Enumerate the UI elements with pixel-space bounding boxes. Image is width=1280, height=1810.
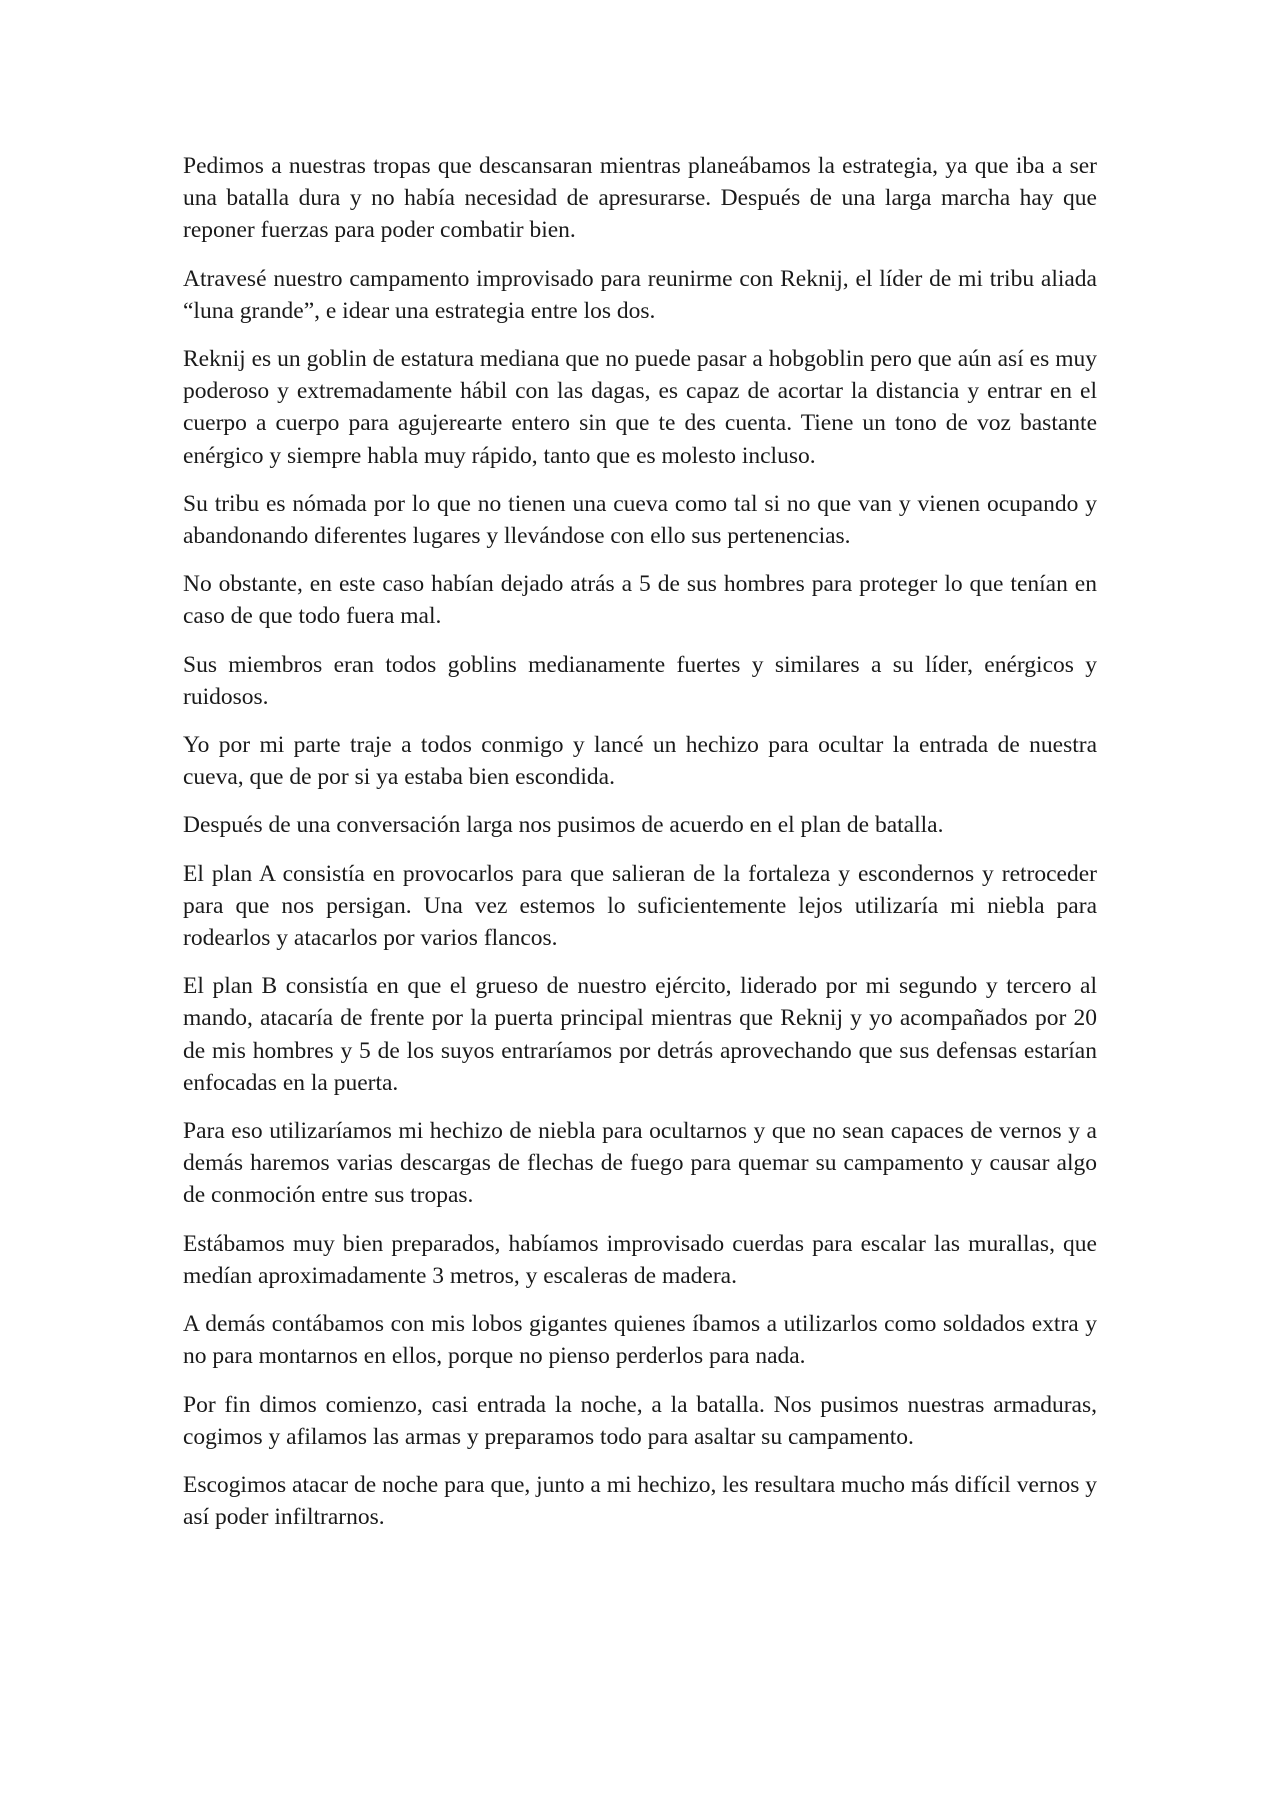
paragraph: Por fin dimos comienzo, casi entrada la noche, a la batalla. Nos pusimos nuestras armaduras, cogimos y afilamos las armas y preparamos todo para asaltar su campamento. <box>183 1391 1097 1450</box>
paragraph: Sus miembros eran todos goblins medianamente fuertes y similares a su líder, enérgicos y ruidosos. <box>183 651 1097 710</box>
paragraph: Estábamos muy bien preparados, habíamos improvisado cuerdas para escalar las murallas, que medían aproximadamente 3 metros, y escaleras de madera. <box>183 1230 1097 1289</box>
paragraph: Después de una conversación larga nos pusimos de acuerdo en el plan de batalla. <box>183 812 944 839</box>
paragraph: Reknij es un goblin de estatura mediana que no puede pasar a hobgoblin pero que aún así es muy poderoso y extremadamente hábil con las dagas, es capaz de acortar la distancia y entrar en el cuerpo a cuerpo para agujerearte entero sin que te des cuenta. Tiene un tono de voz bastante enérgico y siempre habla muy rápido, tanto que es molesto incluso. <box>183 346 1097 469</box>
paragraph: Pedimos a nuestras tropas que descansaran mientras planeábamos la estrategia, ya que iba a ser una batalla dura y no había necesidad de apresurarse. Después de una larga marcha hay que reponer fuerzas para poder combatir bien. <box>183 153 1097 244</box>
paragraph: El plan A consistía en provocarlos para que salieran de la fortaleza y escondernos y retroceder para que nos persigan. Una vez estemos lo suficientemente lejos utilizaría mi niebla para rodearlos y atacarlos por varios flancos. <box>183 860 1097 952</box>
paragraph: Escogimos atacar de noche para que, junto a mi hechizo, les resultara mucho más difícil vernos y así poder infiltrarnos. <box>183 1471 1097 1531</box>
paragraph: Su tribu es nómada por lo que no tienen una cueva como tal si no que van y vienen ocupando y abandonando diferentes lugares y llevándose con ello sus pertenencias. <box>183 490 1097 550</box>
paragraph: El plan B consistía en que el grueso de nuestro ejército, liderado por mi segundo y tercero al mando, atacaría de frente por la puerta principal mientras que Reknij y yo acompañados por 20 de mis hombres y 5 de los suyos entraríamos por detrás aprovechando que sus defensas estarían enfocadas en la puerta. <box>183 973 1097 1096</box>
document-body <box>183 150 1097 1549</box>
paragraph: Para eso utilizaríamos mi hechizo de niebla para ocultarnos y que no sean capaces de vernos y a demás haremos varias descargas de flechas de fuego para quemar su campamento y causar algo de conmoción entre sus tropas. <box>183 1118 1097 1209</box>
paragraph: A demás contábamos con mis lobos gigantes quienes íbamos a utilizarlos como soldados extra y no para montarnos en ellos, porque no pienso perderlos para nada. <box>183 1311 1097 1370</box>
paragraph: Yo por mi parte traje a todos conmigo y lancé un hechizo para ocultar la entrada de nuestra cueva, que de por si ya estaba bien escondida. <box>183 732 1097 791</box>
paragraph: Atravesé nuestro campamento improvisado para reunirme con Reknij, el líder de mi tribu aliada “luna grande”, e idear una estrategia entre los dos. <box>183 265 1097 324</box>
paragraph: No obstante, en este caso habían dejado atrás a 5 de sus hombres para proteger lo que tenían en caso de que todo fuera mal. <box>183 571 1097 630</box>
